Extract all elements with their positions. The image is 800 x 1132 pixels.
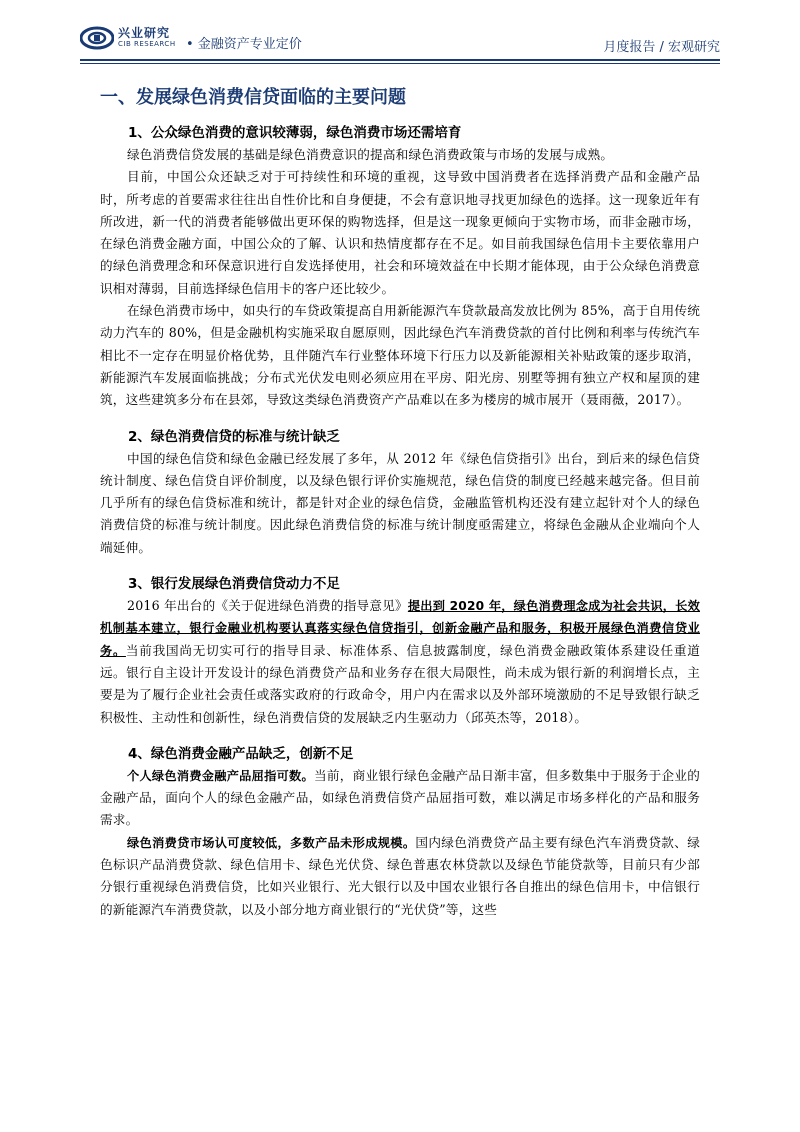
- subheading-2: 2、绿色消费信贷的标准与统计缺乏: [128, 428, 340, 445]
- document-body: [100, 84, 700, 921]
- paragraph-1-3: 在绿色消费市场中，如央行的车贷政策提高自用新能源汽车贷款最高发放比例为 85%，高于自用传统动力汽车的 80%，但是金融机构实施采取自愿原则，因此绿色汽车消费贷款的首付比例和利率与传统汽车相比不一定存在明显价格优势，且伴随汽车行业整体环境下行压力以及新能源相关补贴政策的逐步取消，新能源汽车发展面临挑战；分布式光伏发电则必须应用在平房、阳光房、别墅等拥有独立产权和屋顶的建筑，这些建筑多分布在县郊，导致这类绿色消费资产产品难以在多为楼房的城市展开（聂雨薇，2017）。: [100, 303, 700, 408]
- paragraph-1-2: 目前，中国公众还缺乏对于可持续性和环境的重视，这导致中国消费者在选择消费产品和金融产品时，所考虑的首要需求往往出自性价比和自身便捷，不会有意识地寻找更加绿色的选择。这一现象近年有所改进，新一代的消费者能够做出更环保的购物选择，但是这一现象更倾向于实物市场，而非金融市场，在绿色消费金融方面，中国公众的了解、认识和热情度都存在不足。如目前我国绿色信用卡主要依靠用户的绿色消费理念和环保意识进行自发选择使用，社会和环境效益在中长期才能体现，由于公众绿色消费意识相对薄弱，目前选择绿色信用卡的客户还比较少。: [100, 169, 700, 296]
- paragraph-3-1: [100, 595, 700, 729]
- header-divider-thin: [80, 63, 720, 64]
- paragraph-4-1-rest: 当前，商业银行绿色金融产品日渐丰富，但多数集中于服务于企业的金融产品，面向个人的绿色金融产品，如绿色消费信贷产品屈指可数，难以满足市场多样化的产品和服务需求。: [100, 767, 701, 828]
- paragraph-4-2: [100, 832, 700, 921]
- paragraph-4-1: [100, 765, 700, 832]
- paragraph-4-2-rest: 国内绿色消费贷产品主要有绿色汽车消费贷款、绿色标识产品消费贷款、绿色信用卡、绿色光伏贷、绿色普惠农林贷款以及绿色节能贷款等，目前只有少部分银行重视绿色消费信贷，比如兴业银行、光大银行以及中国农业银行各自推出的绿色信用卡，中信银行的新能源汽车消费贷款，以及小部分地方商业银行的“光伏贷”等，这些: [100, 834, 700, 917]
- paragraph-3-rest: 当前我国尚无切实可行的指导目录、标准体系、信息披露制度，绿色消费金融政策体系建设任重道远。银行自主设计开发设计的绿色消费贷产品和业务存在很大局限性，尚未成为银行新的利润增长点，主要是为了履行企业社会责任或落实政府的行政命令，用户内在需求以及外部环境激励的不足导致银行缺乏积极性、主动性和创新性，绿色消费信贷的发展缺乏内生驱动力（邱英杰等，2018）。: [100, 642, 700, 725]
- report-type: 月度报告 / 宏观研究: [603, 40, 720, 55]
- page-header: [0, 0, 800, 68]
- cib-logo-icon: [80, 26, 114, 50]
- paragraph-2-1: 中国的绿色信贷和绿色金融已经发展了多年，从 2012 年《绿色信贷指引》出台，到后来的绿色信贷统计制度、绿色信贷自评价制度，以及绿色银行评价实施规范，绿色信贷的制度已经越来越完备。但目前几乎所有的绿色信贷标准和统计，都是针对企业的绿色信贷，金融监管机构还没有建立起针对个人的绿色消费信贷的标准与统计制度。因此绿色消费信贷的标准与统计制度亟需建立，将绿色金融从企业端向个人端延伸。: [100, 450, 700, 555]
- header-tagline: • 金融资产专业定价: [186, 37, 302, 52]
- paragraph-4-2-bold: 绿色消费贷市场认可度较低，多数产品未形成规模。: [127, 835, 416, 850]
- subheading-1: 1、公众绿色消费的意识较薄弱，绿色消费市场还需培育: [128, 125, 462, 141]
- logo-en-text: CIB RESEARCH: [118, 40, 176, 48]
- paragraph-1-1: 绿色消费信贷发展的基础是绿色消费意识的提高和绿色消费政策与市场的发展与成熟。: [127, 147, 614, 162]
- paragraph-4-1-bold: 个人绿色消费金融产品屈指可数。: [127, 768, 314, 783]
- paragraph-3-lead: 2016 年出台的《关于促进绿色消费的指导意见》: [127, 598, 408, 614]
- logo-cn-text: 兴业研究: [118, 26, 171, 40]
- header-divider: [80, 59, 720, 61]
- subheading-3: 3、银行发展绿色消费信贷动力不足: [128, 576, 340, 593]
- paragraph-3-underlined: 提出到 2020 年，绿色消费理念成为社会共识，长效机制基本建立，银行金融业机构要认真落实绿色信贷指引，创新金融产品和服务，积极开展绿色消费信贷业务。: [100, 599, 700, 658]
- subheading-4: 4、绿色消费金融产品缺乏，创新不足: [128, 745, 354, 762]
- section-title: 一、发展绿色消费信贷面临的主要问题: [100, 87, 406, 108]
